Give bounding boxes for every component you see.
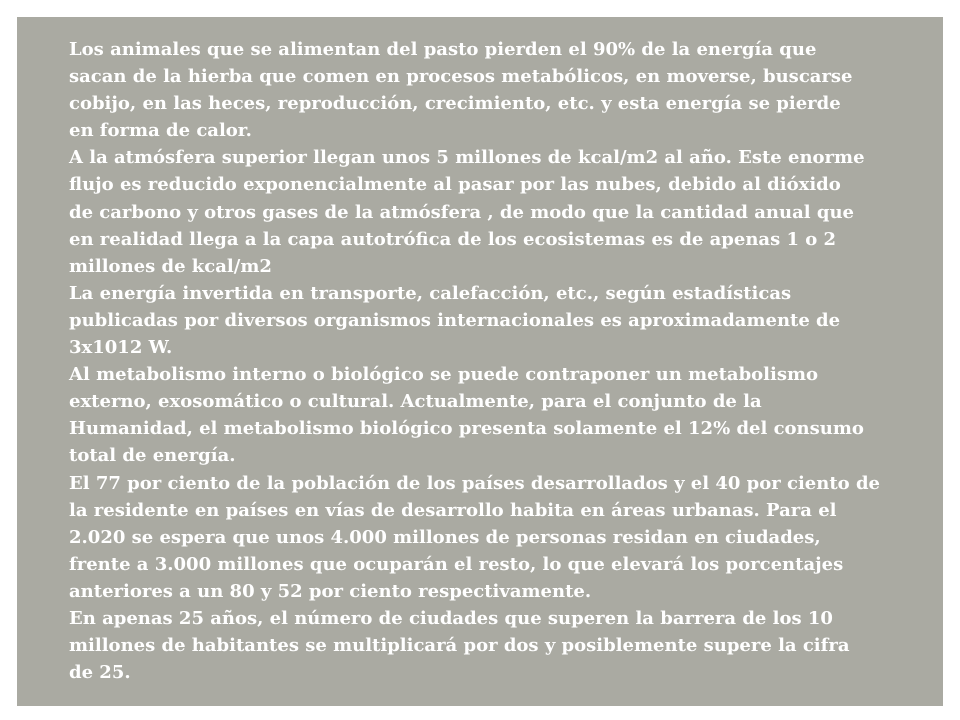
text-line: flujo es reducido exponencialmente al pasar por las nubes, debido al dióxido	[69, 174, 841, 196]
text-line: de carbono y otros gases de la atmósfera , de modo que la cantidad anual que	[69, 201, 854, 223]
text-line: A la atmósfera superior llegan unos 5 millones de kcal/m2 al año. Este enorme	[69, 147, 865, 169]
text-line: 2.020 se espera que unos 4.000 millones de personas residan en ciudades,	[69, 526, 821, 548]
text-line: en realidad llega a la capa autotrófica de los ecosistemas es de apenas 1 o 2	[69, 228, 837, 250]
text-line: la residente en países en vías de desarrollo habita en áreas urbanas. Para el	[69, 499, 837, 521]
paragraph-urban-population	[69, 470, 943, 605]
text-line: Los animales que se alimentan del pasto pierden el 90% de la energía que	[69, 39, 817, 60]
text-line: millones de habitantes se multiplicará por dos y posiblemente supere la cifra	[69, 635, 850, 657]
text-line: 3x1012 W.	[69, 337, 173, 359]
paragraph-herbivore-energy	[69, 36, 943, 144]
slide-background	[17, 17, 943, 706]
text-line: La energía invertida en transporte, calefacción, etc., según estadísticas	[69, 282, 792, 304]
text-line: En apenas 25 años, el número de ciudades que superen la barrera de los 10	[69, 607, 833, 629]
text-line: en forma de calor.	[69, 120, 252, 142]
text-line: millones de kcal/m2	[69, 255, 272, 277]
paragraph-energy-invested	[69, 280, 943, 361]
text-line: El 77 por ciento de la población de los países desarrollados y el 40 por ciento de	[69, 472, 880, 494]
text-line: Humanidad, el metabolismo biológico presenta solamente el 12% del consumo	[69, 418, 864, 440]
text-line: cobijo, en las heces, reproducción, crecimiento, etc. y esta energía se pierde	[69, 93, 841, 115]
text-line: total de energía.	[69, 445, 236, 467]
text-line: externo, exosomático o cultural. Actualmente, para el conjunto de la	[69, 391, 762, 413]
text-line: de 25.	[69, 662, 131, 684]
paragraph-metabolism	[69, 361, 943, 469]
paragraph-megacities	[69, 605, 943, 686]
text-line: sacan de la hierba que comen en procesos metabólicos, en moverse, buscarse	[69, 66, 853, 88]
paragraph-solar-flux	[69, 144, 943, 279]
slide-text-body	[69, 36, 943, 686]
text-line: anteriores a un 80 y 52 por ciento respectivamente.	[69, 580, 592, 602]
text-line: frente a 3.000 millones que ocuparán el resto, lo que elevará los porcentajes	[69, 553, 844, 575]
text-line: Al metabolismo interno o biológico se puede contraponer un metabolismo	[69, 364, 819, 386]
text-line: publicadas por diversos organismos internacionales es aproximadamente de	[69, 309, 841, 331]
